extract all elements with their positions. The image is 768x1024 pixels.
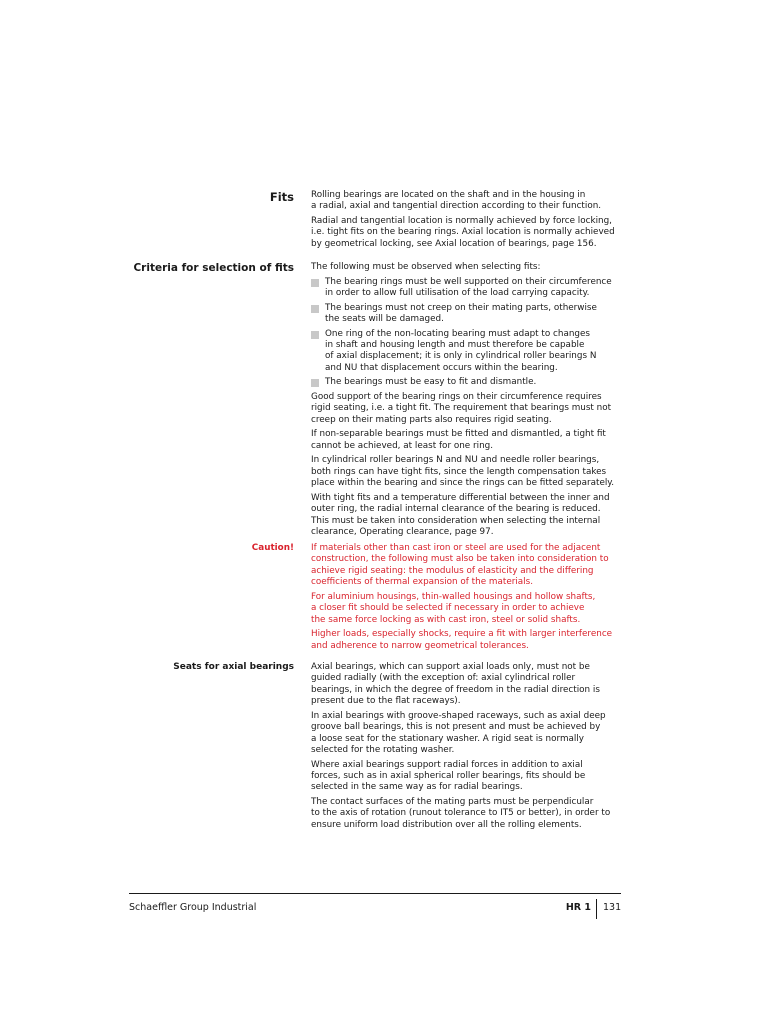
page-number: 131: [603, 902, 622, 913]
paragraph: Radial and tangential location is normally achieved by force locking, i.e. tight fits on the bearing rings. Axial location is normally achieved by geometrical locking, see Axial location of bearings, page 156.: [311, 216, 615, 249]
list-item-text: The bearings must be easy to fit and dismantle.: [325, 377, 537, 388]
paragraph: In axial bearings with groove-shaped raceways, such as axial deep groove ball bearings, this is not present and must be achieved by a loose seat for the stationary washer. A rigid seat is normally selected for the rotating washer.: [311, 710, 606, 756]
caution-paragraph: If materials other than cast iron or steel are used for the adjacent construction, the following must also be taken into consideration to achieve rigid seating: the modulus of elasticity and the differing coefficients of thermal expansion of the materials.: [311, 543, 609, 588]
list-item-text: The bearings must not creep on their mating parts, otherwise the seats will be damaged.: [325, 302, 597, 324]
caution-paragraph: For aluminium housings, thin-walled housings and hollow shafts, a closer fit should be selected if necessary in order to achieve the same force locking as with cast iron, steel or solid shafts.: [311, 591, 596, 625]
paragraph: Good support of the bearing rings on their circumference requires rigid seating, i.e. a tight fit. The requirement that bearings must not creep on their mating parts also requires rigid seating.: [311, 392, 612, 425]
criteria-body: [311, 262, 621, 542]
fits-body: [311, 190, 621, 253]
bullet-square-icon: [311, 379, 319, 387]
list-item: [311, 303, 621, 326]
paragraph: With tight fits and a temperature differential between the inner and outer ring, the radial internal clearance of the bearing is reduced. This must be taken into consideration when selecting the internal clearance, Operating clearance, page 97.: [311, 492, 610, 538]
bullet-square-icon: [311, 305, 319, 313]
heading-axial-seats: Seats for axial bearings: [173, 662, 294, 672]
paragraph: In cylindrical roller bearings N and NU and needle roller bearings, both rings can have tight fits, since the length compensation takes place within the bearing and since the rings can be fitted separately.: [311, 455, 615, 489]
bullet-square-icon: [311, 331, 319, 339]
criteria-list: [311, 277, 621, 389]
heading-fits: Fits: [269, 190, 294, 204]
list-item-text: One ring of the non-locating bearing must adapt to changes in shaft and housing length and must therefore be capable of axial displacement; it is only in cylindrical roller bearings N and NU that displacement occurs within the bearing.: [325, 328, 597, 373]
axial-body: [311, 662, 621, 834]
paragraph: Rolling bearings are located on the shaft and in the housing in a radial, axial and tangential direction according to their function.: [311, 190, 602, 212]
footer-code: HR 1: [565, 902, 591, 913]
list-item-text: The bearing rings must be well supported on their circumference in order to allow full utilisation of the load carrying capacity.: [325, 276, 612, 298]
caution-body: [311, 543, 621, 655]
list-item: [311, 329, 621, 375]
bullet-square-icon: [311, 279, 319, 287]
caution-label: Caution!: [251, 543, 294, 553]
footer-company: Schaeffler Group Industrial: [129, 902, 257, 913]
paragraph: Axial bearings, which can support axial loads only, must not be guided radially (with the exception of: axial cylindrical roller bearings, in which the degree of freedom in the radial direction is present due to the flat raceways).: [311, 662, 600, 707]
paragraph: If non-separable bearings must be fitted and dismantled, a tight fit cannot be achieved, at least for one ring.: [311, 429, 606, 451]
list-item: [311, 377, 621, 388]
list-item: [311, 277, 621, 300]
footer-separator: [596, 899, 597, 919]
heading-criteria: Criteria for selection of fits: [133, 262, 294, 274]
paragraph: The following must be observed when selecting fits:: [311, 262, 541, 272]
footer-divider: [129, 893, 621, 894]
paragraph: The contact surfaces of the mating parts must be perpendicular to the axis of rotation (runout tolerance to IT5 or better), in order to ensure uniform load distribution over all the rolling elements.: [311, 797, 611, 830]
paragraph: Where axial bearings support radial forces in addition to axial forces, such as in axial spherical roller bearings, fits should be selected in the same way as for radial bearings.: [311, 759, 586, 793]
caution-paragraph: Higher loads, especially shocks, require a fit with larger interference and adherence to narrow geometrical tolerances.: [311, 629, 613, 651]
